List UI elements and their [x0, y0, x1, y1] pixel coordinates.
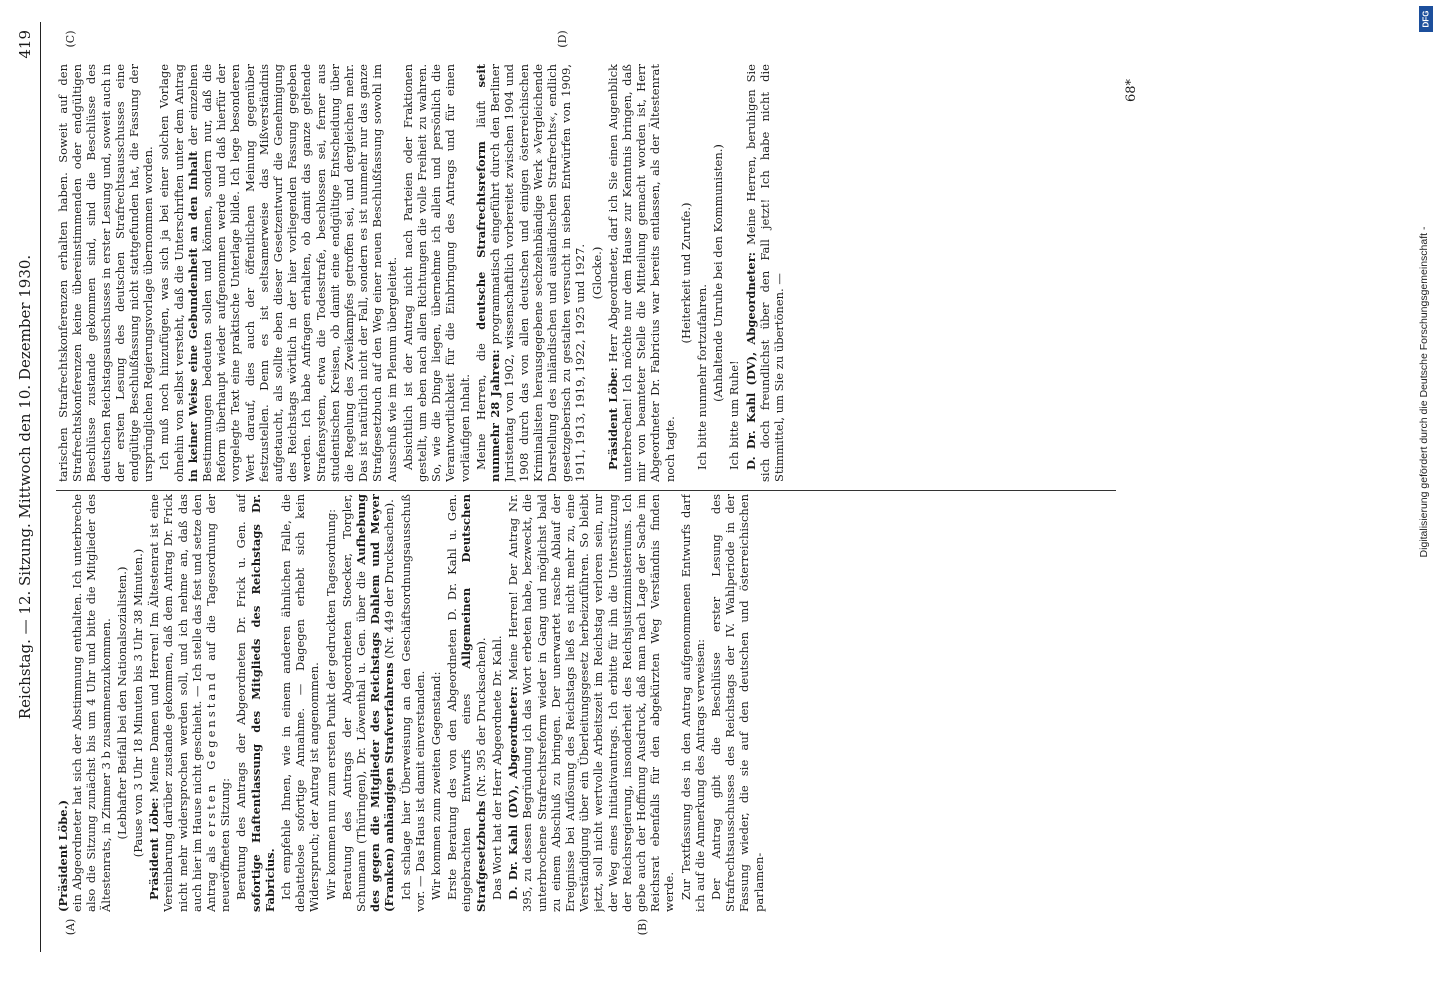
- sheet-number: 68*: [1124, 78, 1139, 102]
- paragraph-text: Meine Herren! Der Antrag Nr. 395, zu dessen Begründung ich das Wort erbeten habe, bezweckt, die unterbrochene Strafrechtsreform wieder in Gang und möglichst bald zu einem Abschluß zu bringen. Der unerwartet rasche Ablauf der Ereignisse bei Auflösung des Reichstags ließ es nicht mehr zu, eine Verständigung über ein Überleitungsgesetz herbeizuführen. So bleibt jetzt, soll nicht wertvolle Arbeitszeit im Reichstag verloren sein, nur der Weg eines Initiativantrags. Ich erbitte für ihn die Unterstützung der Reichsregierung, insonderheit des Reichsjustizministeriums. Ich gebe auch der Hoffnung Ausdruck, daß man nach Lage der Sache im Reichsrat ebenfalls für den abgekürzten Weg Verständnis finden werde.: [506, 494, 677, 912]
- paragraph: Ich schlage hier Überweisung an den Geschäftsordnungsausschuß vor. — Das Haus ist damit einverstanden.: [398, 494, 427, 912]
- document-page: [12, 22, 1422, 952]
- paragraph-text: auf die Tagesordnung der neueröffneten Sitzung:: [204, 494, 233, 912]
- paragraph: [744, 64, 787, 482]
- paragraph: Wir kommen zum zweiten Gegenstand:: [429, 671, 444, 900]
- column-divider: [56, 490, 1116, 491]
- speaker-name: Präsident Löbe:: [147, 797, 162, 900]
- paragraph-text: Erste Beratung des von den Abgeordneten D. Dr. Kahl u. Gen. eingebrachten Entwurfs eines: [445, 494, 474, 912]
- paragraph-text: (Nr. 449 der Drucksachen).: [382, 499, 397, 659]
- paragraph-text: Meine Damen und Herren! Im Ältestenrat ist eine Vereinbarung darüber zustande gekommen, daß dem Antrag Dr. Frick nicht mehr widersprochen werden soll, und ich nehme an, daß das auch hier im Hause nicht geschieht. — Ich stelle das fest und setze den Antrag als: [147, 494, 219, 912]
- stage-direction: (Glocke.): [589, 246, 604, 300]
- paragraph: Zur Textfassung des in den Antrag aufgenommenen Entwurfs darf ich auf die Anmerkung des Antrags verweisen:: [678, 494, 707, 912]
- spaced-text: ersten Gegenstand: [204, 670, 219, 838]
- paragraph-text: (Nr. 395 der Drucksachen).: [473, 637, 488, 798]
- paragraph: Ich bitte nunmehr fortzufahren.: [694, 284, 709, 470]
- speaker-name: Präsident Löbe:: [605, 367, 620, 470]
- speaker-name: D. Dr. Kahl (DV), Abgeordneter:: [506, 686, 521, 900]
- paragraph: [147, 494, 232, 912]
- paragraph: [606, 64, 677, 482]
- paragraph: Ich empfehle Ihnen, wie in einem anderen ähnlichen Falle, die debattelose sofortige Annahme. — Dagegen erhebt sich kein Widerspruch; der Antrag ist angenommen.: [279, 494, 322, 912]
- paragraph-text: Beratung des Antrags der Abgeordneten Dr. Frick u. Gen. auf: [234, 494, 249, 900]
- paragraph: [474, 64, 588, 482]
- paragraph-text: programmatisch eingeführt durch den Berliner Juristentag von 1902, wissenschaftlich vorbereitet zwischen 1904 und 1908 durch das von allen deutschen und einigen österreichischen Kriminalisten herausgegebene sechzehnbändige Werk »Vergleichende Darstellung des inländischen und ausländischen Strafrechts«, endlich gesetzgeberisch zu gestalten versucht in sieben Entwürfen von 1909, 1911, 1913, 1919, 1922, 1925 und 1927.: [488, 64, 588, 482]
- bold-text: deutsche Strafrechtsreform: [473, 141, 488, 330]
- dfg-logo-text: DFG: [1421, 10, 1431, 28]
- stage-direction: (Heiterkeit und Zurufe.): [678, 202, 693, 344]
- bold-text: seit nunmehr 28 Jahren:: [473, 64, 503, 482]
- paragraph: Ich bitte um Ruhe!: [727, 360, 742, 470]
- column-left: [56, 494, 1116, 912]
- paragraph-text: ein Abgeordneter hat sich der Abstimmung enthalten. Ich unterbreche also die Sitzung zunächst bis um 4 Uhr und bitte die Mitglieder des Ältestenrats, in Zimmer 3 b zusammenzukommen.: [70, 494, 113, 912]
- paragraph: [340, 494, 397, 912]
- margin-marker-d: (D): [556, 30, 569, 48]
- header-title: Reichstag. — 12. Sitzung. Mittwoch den 10. Dezember 1930.: [16, 254, 34, 720]
- margin-marker-b: (B): [636, 918, 649, 936]
- margin-marker-c: (C): [64, 30, 77, 48]
- paragraph-text: der einzelnen Bestimmungen bedeuten sollen und können, sondern nur, daß die Reform überhaupt wieder aufgenommen werde und daß hierfür der vorgelegte Text eine praktische Unterlage bilde. Ich lege besonderen Wert darauf, dies auch der öffentlichen Meinung gegenüber festzustellen. Denn es ist seltsamerweise das Mißverständnis aufgetaucht, als sollte eben dieser Gesetzentwurf die Genehmigung des Reichstags wörtlich in der hier vorliegenden Fassung gegeben werden. Ich habe Anfragen erhalten, ob damit das ganze geltende Strafensystem, etwa die Todesstrafe, beschlossen sei, ferner aus studentischen Kreisen, ob damit eine endgültige Entscheidung über die Regelung des Zweikampfes getroffen sei, und dergleichen mehr. Das ist natürlich nicht der Fall, sondern es ist nunmehr nur das ganze Strafgesetzbuch auf den Weg einer neuen Beschlußfassung sowohl im Ausschuß wie im Plenum übergeleitet.: [185, 64, 399, 482]
- stage-direction: (Lebhafter Beifall bei den Nationalsozialisten.): [114, 566, 129, 840]
- bold-text: in keiner Weise eine Gebundenheit an den Inhalt: [185, 151, 200, 482]
- paragraph: [445, 494, 488, 912]
- paragraph: Absichtlich ist der Antrag nicht nach Parteien oder Fraktionen gestellt, um eben nach allen Richtungen die volle Freiheit zu wahren. So, wie die Dinge liegen, übernehme ich allein und persönlich die Verantwortlichkeit für die Einbringung des Antrags und für einen vorläufigen Inhalt.: [400, 64, 472, 482]
- paragraph-text: Ich muß noch hinzufügen, was sich ja bei einer solchen Vorlage ohnehin von selbst versteht, daß die Unterschriften unter dem Antrag: [157, 64, 186, 482]
- paragraph: [157, 64, 398, 482]
- paragraph: tarischen Strafrechtskonferenzen erhalten haben. Soweit auf den Strafrechtskonferenzen keine übereinstimmenden oder endgültigen Beschlüsse zustande gekommen sind, sind die Beschlüsse des deutschen Reichstagsausschusses in erster Lesung und, soweit auch in der ersten Lesung des deutschen Strafrechtsausschusses eine endgültige Beschlußfassung nicht stattgefunden hat, die Fassung der ursprünglichen Regierungsvorlage übernommen worden.: [56, 64, 156, 482]
- paragraph: Der Antrag gibt die Beschlüsse erster Lesung des Strafrechtsausschusses des Reichstags der IV. Wahlperiode in der Fassung wieder, die sie auf den deutschen und österreichischen parlamen-: [708, 494, 766, 912]
- credit-text: Digitalisierung gefördert durch die Deutsche Forschungsgemeinschaft -: [1418, 226, 1430, 558]
- speaker-name: (Präsident Löbe.): [56, 799, 70, 912]
- dfg-logo: [1419, 6, 1433, 32]
- running-header: [12, 22, 41, 952]
- bold-text: Aufhebung des gegen die Mitglieder des Reichstags Dahlem und Meyer (Franken) anhängigen Strafverfahrens: [354, 494, 397, 912]
- paragraph: Das Wort hat der Herr Abgeordnete Dr. Kahl.: [489, 635, 504, 900]
- paragraph-text: Beratung des Antrags der Abgeordneten Stoecker, Torgler, Schumann (Thüringen), Dr. Löwenthal u. Gen. über die: [339, 494, 369, 912]
- paragraph-text: Meine Herren, die: [473, 343, 488, 470]
- margin-marker-a: (A): [64, 918, 77, 936]
- stage-direction: (Pause von 3 Uhr 18 Minuten bis 3 Uhr 38 Minuten.): [131, 548, 146, 858]
- paragraph: [234, 494, 277, 912]
- paragraph-text: Meine Herren, beruhigen Sie sich doch freundlichst über den Fall jetzt! Ich habe nicht die Stimmittel, um Sie zu übertönen. —: [743, 64, 786, 482]
- paragraph: Wir kommen nun zum ersten Punkt der gedruckten Tagesordnung:: [323, 509, 338, 900]
- bold-text: Allgemeinen Deutschen Strafgesetzbuchs: [459, 494, 488, 912]
- paragraph: [506, 494, 676, 912]
- page-number: 419: [16, 30, 34, 59]
- speaker-name: D. Dr. Kahl (DV), Abgeordneter:: [743, 251, 758, 470]
- paragraph-text: Herr Abgeordneter, darf ich Sie einen Augenblick unterbrechen! Ich möchte nur dem Hause zur Kenntnis bringen, daß mir von beamteter Stelle die Mitteilung gemacht worden ist, Herr Abgeordneter Dr. Fabricius war bereits entlassen, als der Ältestenrat noch tagte.: [605, 64, 677, 482]
- digitization-credit: [1410, 0, 1434, 1000]
- bold-text: sofortige Haftentlassung des Mitglieds des Reichstags Dr. Fabricius.: [248, 494, 277, 912]
- paragraph: [56, 494, 113, 912]
- column-right: [56, 64, 1116, 482]
- paragraph-text: läuft: [473, 100, 488, 128]
- stage-direction: (Anhaltende Unruhe bei den Kommunisten.): [711, 144, 726, 402]
